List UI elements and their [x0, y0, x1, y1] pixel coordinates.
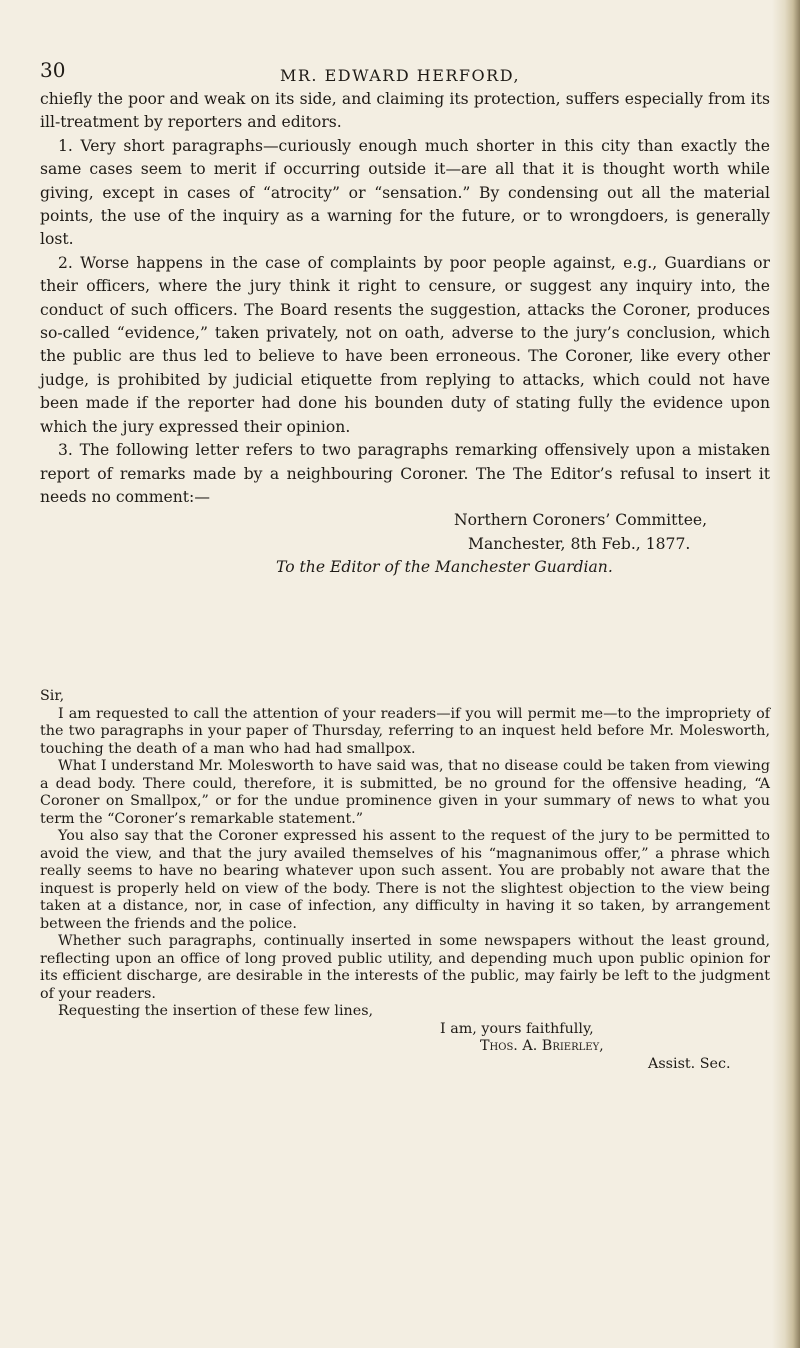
letter-signer-title: Assist. Sec. — [648, 1055, 731, 1072]
paragraph-1: 1. Very short paragraphs—curiously enough much shorter in this city than exactly the same cases seem to merit if occurring outside it—are all that it is thought worth while giving, except in cases of “atrocity” or “sensation.” By condensing out all the material points, the use of the inquiry as a warning for the future, or to wrongdoers, is generally lost. — [40, 136, 770, 249]
letter-address-line-2: Manchester, 8th Feb., 1877. — [468, 534, 691, 553]
letter-paragraph-3: You also say that the Coroner expressed his assent to the request of the jury to be permitted to avoid the view, and that the jury availed themselves of his “magnanimous offer,” a phrase which really seems to have no bearing whatever upon such assent. You are probably not aware that the inquest is properly held on view of the body. There is not the slightest objection to the view being taken at a distance, nor, in case of infection, any difficulty in having it so taken, by arrangement between the friends and the police. — [40, 828, 770, 932]
letter-paragraph-4: Whether such paragraphs, continually inserted in some newspapers without the least ground, reflecting upon an office of long proved public utility, and depending much upon public opinion for its efficient discharge, are desirable in the interests of the public, may fairly be left to the judgment of your readers. — [40, 933, 770, 1002]
letter-closing: I am, yours faithfully, — [440, 1020, 594, 1037]
letter-body — [40, 688, 770, 1073]
letter-salutation: To the Editor of the Manchester Guardian. — [276, 558, 613, 577]
running-title: MR. EDWARD HERFORD, — [279, 66, 521, 85]
page-number: 30 — [40, 58, 66, 82]
page-edge-shadow — [772, 0, 800, 1348]
letter-paragraph-1: I am requested to call the attention of your readers—if you will permit me—to the impropriety of the two paragraphs in your paper of Thursday, referring to an inquest held before Mr. Molesworth, touching the death of a man who had had smallpox. — [40, 705, 770, 757]
body-text — [40, 88, 770, 580]
paragraph-2: 2. Worse happens in the case of complaints by poor people against, e.g., Guardians or their officers, where the jury think it right to censure, or suggest any inquiry into, the conduct of such officers. The Board resents the suggestion, attacks the Coroner, produces so-called “evidence,” taken privately, not on oath, adverse to the jury’s conclusion, which the public are thus led to believe to have been erroneous. The Coroner, like every other judge, is prohibited by judicial etiquette from replying to attacks, which could not have been made if the reporter had done his bounden duty of stating fully the evidence upon which the jury expressed their opinion. — [40, 253, 770, 436]
letter-sir: Sir, — [40, 688, 65, 704]
letter-signature: Thos. A. Brierley, — [480, 1038, 604, 1054]
letter-address-line-1: Northern Coroners’ Committee, — [454, 511, 708, 530]
paragraph-3: 3. The following letter refers to two paragraphs remarking offensively upon a mistaken report of remarks made by a neighbouring Coroner. The The Editor’s refusal to insert it needs no comment:— — [40, 441, 770, 506]
letter-paragraph-5: Requesting the insertion of these few lines, — [58, 1003, 374, 1019]
letter-paragraph-2: What I understand Mr. Molesworth to have said was, that no disease could be taken from viewing a dead body. There could, therefore, it is submitted, be no ground for the offensive heading, “A Coroner on Smallpox,” or for the undue prominence given in your summary of news to what you term the “Coroner’s remarkable statement.” — [40, 758, 770, 827]
paragraph-intro: chiefly the poor and weak on its side, and claiming its protection, suffers especially from its ill-treatment by reporters and editors. — [40, 90, 770, 132]
